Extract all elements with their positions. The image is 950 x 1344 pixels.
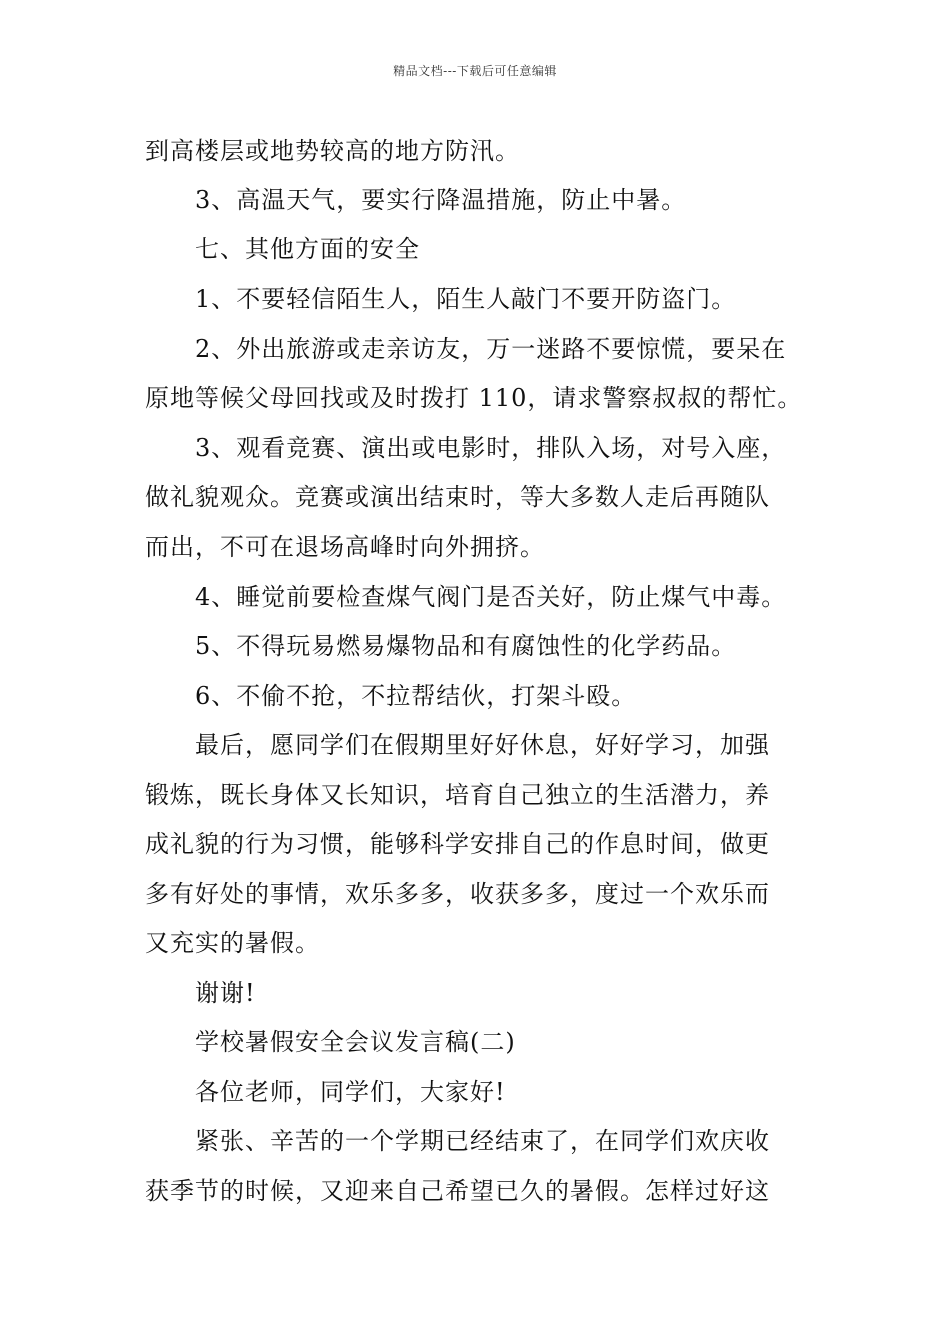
text-line: 4、睡觉前要检查煤气阀门是否关好，防止煤气中毒。 xyxy=(195,583,787,611)
text-line: 紧张、辛苦的一个学期已经结束了，在同学们欢庆收 xyxy=(195,1127,770,1155)
text-line: 做礼貌观众。竞赛或演出结束时，等大多数人走后再随队 xyxy=(145,483,770,511)
text-line: 3、观看竞赛、演出或电影时，排队入场，对号入座， xyxy=(195,434,787,462)
text-line: 多有好处的事情，欢乐多多，收获多多，度过一个欢乐而 xyxy=(145,880,770,908)
text-line: 2、外出旅游或走亲访友，万一迷路不要惊慌，要呆在 xyxy=(195,335,787,363)
text-line: 3、高温天气，要实行降温措施，防止中暑。 xyxy=(195,186,687,214)
text-line: 谢谢! xyxy=(195,979,256,1007)
document-title: 学校暑假安全会议发言稿(二) xyxy=(195,1028,516,1056)
text-line: 最后，愿同学们在假期里好好休息，好好学习，加强 xyxy=(195,731,770,759)
text-line: 成礼貌的行为习惯，能够科学安排自己的作息时间，做更 xyxy=(145,830,770,858)
text-line: 获季节的时候，又迎来自己希望已久的暑假。怎样过好这 xyxy=(145,1177,770,1205)
section-heading: 七、其他方面的安全 xyxy=(195,235,420,263)
greeting-line: 各位老师，同学们，大家好! xyxy=(195,1078,506,1106)
text-line: 6、不偷不抢，不拉帮结伙，打架斗殴。 xyxy=(195,682,637,710)
text-line: 到高楼层或地势较高的地方防汛。 xyxy=(145,137,520,165)
text-line: 5、不得玩易燃易爆物品和有腐蚀性的化学药品。 xyxy=(195,632,737,660)
text-line: 而出，不可在退场高峰时向外拥挤。 xyxy=(145,533,545,561)
text-line: 又充实的暑假。 xyxy=(145,929,320,957)
text-line: 1、不要轻信陌生人，陌生人敲门不要开防盗门。 xyxy=(195,285,737,313)
text-line: 原地等候父母回找或及时拨打 110，请求警察叔叔的帮忙。 xyxy=(145,384,803,412)
text-line: 锻炼，既长身体又长知识，培育自己独立的生活潜力，养 xyxy=(145,781,770,809)
page-header: 精品文档---下载后可任意编辑 xyxy=(393,64,557,78)
